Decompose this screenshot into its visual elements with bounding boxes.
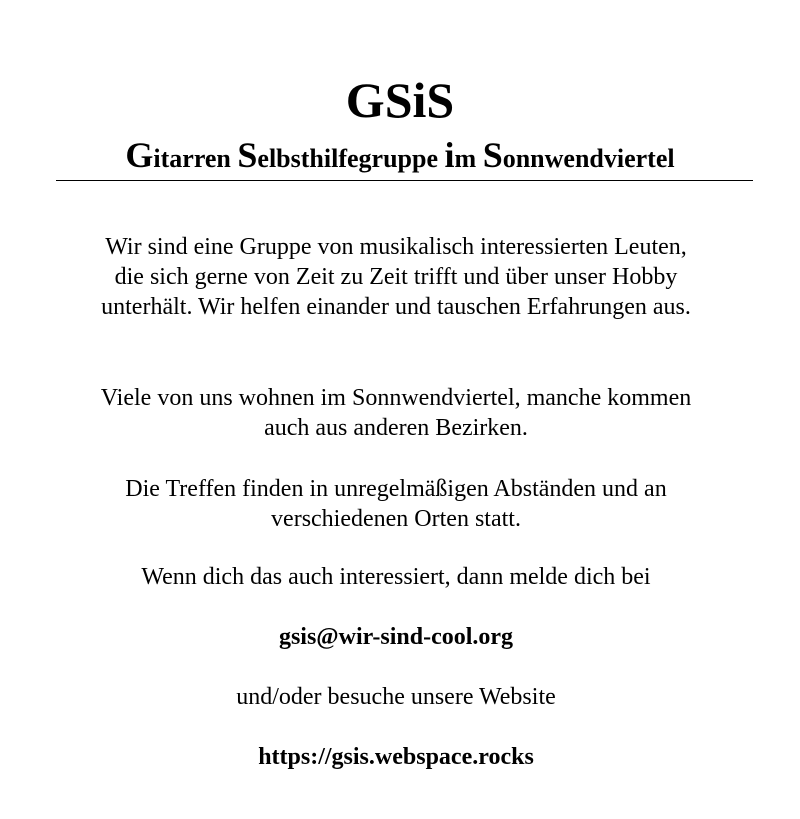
header-divider <box>56 180 753 181</box>
page-title: GSiS <box>345 72 455 128</box>
subtitle-initial-s: S <box>482 135 503 175</box>
email-link[interactable]: gsis@wir-sind-cool.org <box>278 624 514 650</box>
residents-paragraph: Viele von uns wohnen im Sonnwendviertel, manche kommen auch aus anderen Bezirken. <box>100 385 692 441</box>
subtitle-initial-i: i <box>444 135 455 175</box>
subtitle-word-rest: itarren <box>153 144 238 173</box>
meetings-paragraph: Die Treffen finden in unregelmäßigen Abständen und an verschiedenen Orten statt. <box>125 476 667 532</box>
contact-prompt: Wenn dich das auch interessiert, dann melde dich bei <box>141 564 651 590</box>
subtitle-initial-g: G <box>125 135 154 175</box>
subtitle-initial-s: S <box>237 135 258 175</box>
intro-paragraph: Wir sind eine Gruppe von musikalisch interessierten Leuten, die sich gerne von Zeit zu Zeit trifft und über unser Hobby unterhält. Wir helfen einander und tauschen Erfahrungen aus. <box>101 234 691 320</box>
subtitle-word-rest: onnwendviertel <box>502 144 675 173</box>
website-link[interactable]: https://gsis.webspace.rocks <box>258 744 534 770</box>
subtitle-word-rest: m <box>454 144 483 173</box>
page-subtitle <box>0 137 800 177</box>
subtitle-word-rest: elbsthilfegruppe <box>257 144 445 173</box>
website-prompt: und/oder besuche unsere Website <box>236 684 556 710</box>
